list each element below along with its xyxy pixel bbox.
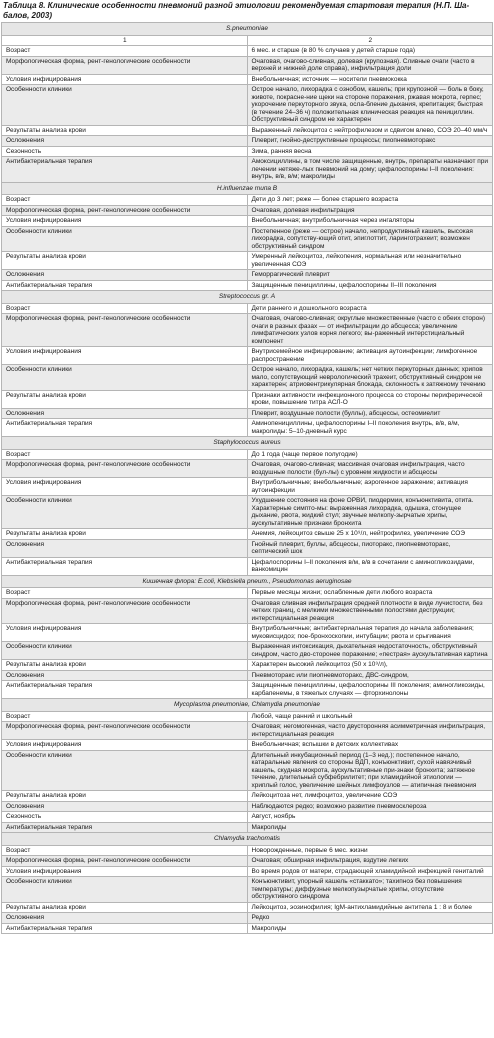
table-row (2, 496, 493, 529)
section-title: Streptococcus gr. A (2, 291, 493, 304)
row-value: Внебольничная; внутрибольничная через ингаляторы (247, 216, 493, 227)
section-header-row (2, 437, 493, 450)
row-label: Возраст (2, 588, 248, 599)
row-value: Август, ноябрь (247, 812, 493, 823)
row-label: Результаты анализа крови (2, 902, 248, 913)
table-row (2, 478, 493, 496)
table-row (2, 557, 493, 575)
table-row (2, 303, 493, 314)
row-value: Очаговая, очагово-сливная; округлые множественные (часто с обеих сторон) очаги в разных фазах — от инфильтрации до абсцесса; увеличение лимфатических узлов корня легкого; вы-раженный интерстициальный компонент (247, 314, 493, 347)
row-value: Цефалоспорины I–II поколения в/м, в/в в сочетании с аминогликозидами, ванкомицин (247, 557, 493, 575)
row-value: Редко (247, 913, 493, 924)
row-value: Очаговая; негомогенная, часто двусторонняя асимметричная инфильтрация, интерстициальная реакция (247, 722, 493, 740)
row-label: Возраст (2, 711, 248, 722)
row-label: Осложнения (2, 136, 248, 147)
row-label: Возраст (2, 303, 248, 314)
table-row (2, 205, 493, 216)
row-label: Морфологическая форма, рент-генологические особенности (2, 460, 248, 478)
row-label: Возраст (2, 449, 248, 460)
row-value: Макролиды (247, 822, 493, 833)
section-header-row (2, 833, 493, 846)
table-row (2, 822, 493, 833)
section-header-row (2, 291, 493, 304)
row-label: Морфологическая форма, рент-генологические особенности (2, 56, 248, 74)
section-title: H.influenzae типа B (2, 182, 493, 195)
table-row (2, 449, 493, 460)
row-value: Острое начало, лихорадка с ознобом, кашель; при крупозной — боль в боку, животе, покрасне-ние щеки на стороне поражения, ржавая мокрота, герпес; укорочение перкуторного звука, осла-бление дыхания, крепитация; быстрая (в течение 24–36 ч) положительная клиническая реакция на пенициллин. Обструктивный синдром не характерен (247, 85, 493, 126)
table-row (2, 280, 493, 291)
table-row (2, 877, 493, 903)
row-value: Наблюдаются редко; возможно развитие пневмосклероза (247, 801, 493, 812)
table-row (2, 529, 493, 540)
row-label: Условия инфицирования (2, 216, 248, 227)
row-label: Особенности клиники (2, 642, 248, 660)
table-row (2, 314, 493, 347)
row-label: Антибактериальная терапия (2, 557, 248, 575)
row-label: Результаты анализа крови (2, 791, 248, 802)
table-row (2, 157, 493, 183)
row-value: Амоксициллины, в том числе защищенные, внутрь, препараты назначают при лечении нетяже-лых пневмоний на дому; цефалоспорины I–II поколения: внутрь, в/в, в/м; макролиды (247, 157, 493, 183)
row-value: Очаговая; обширная инфильтрация, вздутие легких (247, 856, 493, 867)
table-row (2, 408, 493, 419)
row-value: Внебольничная; вспышки в детских коллективах (247, 740, 493, 751)
section-header-row (2, 23, 493, 36)
table-body (2, 23, 493, 934)
column-number-row (2, 35, 493, 46)
table-row (2, 539, 493, 557)
row-label: Антибактериальная терапия (2, 822, 248, 833)
row-label: Особенности клиники (2, 365, 248, 391)
row-label: Условия инфицирования (2, 347, 248, 365)
row-value: Плеврит, воздушные полости (буллы), абсцессы, остеомиелит (247, 408, 493, 419)
table-row (2, 866, 493, 877)
table-row (2, 252, 493, 270)
column-number-1: 1 (2, 35, 248, 46)
table-row (2, 146, 493, 157)
clinical-features-table (1, 22, 493, 934)
row-label: Результаты анализа крови (2, 125, 248, 136)
table-row (2, 46, 493, 57)
row-label: Морфологическая форма, рент-генологические особенности (2, 856, 248, 867)
row-label: Морфологическая форма, рент-генологические особенности (2, 314, 248, 347)
row-value: Плеврит, гнойно-деструктивные процессы; пиопневмоторакс (247, 136, 493, 147)
table-row (2, 136, 493, 147)
row-label: Осложнения (2, 913, 248, 924)
row-label: Осложнения (2, 539, 248, 557)
row-label: Осложнения (2, 670, 248, 681)
section-title: S.pneumoniae (2, 23, 493, 36)
row-label: Антибактериальная терапия (2, 681, 248, 699)
row-value: Анемия, лейкоцитоз свыше 25 х 10⁹/л, нейтрофилез, увеличение СОЭ (247, 529, 493, 540)
row-value: До 1 года (чаще первое полугодие) (247, 449, 493, 460)
table-row (2, 711, 493, 722)
row-label: Результаты анализа крови (2, 252, 248, 270)
row-value: Конъюнктивит, упорный кашель «стаккато»; тахипноэ без повышения температуры; диффузные мелкопузырчатые хрипы, отсутствие обструктивного синдрома (247, 877, 493, 903)
table-row (2, 913, 493, 924)
row-value: Макролиды (247, 923, 493, 934)
row-value: Во время родов от матери, страдающей хламидийной инфекцией гениталий (247, 866, 493, 877)
column-number-2: 2 (247, 35, 493, 46)
row-value: 6 мес. и старше (в 80 % случаев у детей старше года) (247, 46, 493, 57)
row-value: Признаки активности инфекционного процесса со стороны периферической крови, повышение титра АСЛ-О (247, 390, 493, 408)
table-row (2, 460, 493, 478)
table-row (2, 365, 493, 391)
section-title: Staphylococcus aureus (2, 437, 493, 450)
row-label: Особенности клиники (2, 750, 248, 791)
table-row (2, 923, 493, 934)
section-header-row (2, 575, 493, 588)
row-label: Сезонность (2, 146, 248, 157)
row-label: Осложнения (2, 801, 248, 812)
table-row (2, 226, 493, 252)
table-row (2, 812, 493, 823)
table-row (2, 791, 493, 802)
row-value: Гнойный плеврит, буллы, абсцессы, пиоторакс, пиопневмоторакс, септический шок (247, 539, 493, 557)
table-row (2, 347, 493, 365)
row-value: Внутрисемейное инфицирование; активация аутоинфекции; лимфогенное распространение (247, 347, 493, 365)
section-title: Chlamydia trachomatis (2, 833, 493, 846)
row-label: Антибактериальная терапия (2, 923, 248, 934)
row-value: Очаговая, очагово-сливная, долевая (крупозная). Сливные очаги (часто в верхней и нижней доле справа), инфильтрация доли (247, 56, 493, 74)
row-value: Дети раннего и дошкольного возраста (247, 303, 493, 314)
table-row (2, 125, 493, 136)
row-label: Особенности клиники (2, 226, 248, 252)
row-label: Результаты анализа крови (2, 660, 248, 671)
table-row (2, 74, 493, 85)
row-value: Геморрагический плеврит (247, 270, 493, 281)
row-label: Результаты анализа крови (2, 529, 248, 540)
table-row (2, 195, 493, 206)
table-row (2, 419, 493, 437)
table-row (2, 740, 493, 751)
table-row (2, 722, 493, 740)
row-value: Зима, ранняя весна (247, 146, 493, 157)
row-value: Постепенное (реже — острое) начало, непродуктивный кашель, высокая лихорадка, сопутству-ющий отит, эпиглоттит, ларинготрахеит; возможен обструктивный синдром (247, 226, 493, 252)
table-row (2, 902, 493, 913)
section-title: Кишечная флора: E.coli, Klebsiella pneum., Pseudomonas aeruginosae (2, 575, 493, 588)
row-label: Сезонность (2, 812, 248, 823)
row-value: Дети до 3 лет; реже — более старшего возраста (247, 195, 493, 206)
section-header-row (2, 699, 493, 712)
row-label: Условия инфицирования (2, 624, 248, 642)
row-value: Очаговая сливная инфильтрация средней плотности в виде лучистости, без четких границ, с мелкими множественными полостями деструкции; интерстициальная реакция (247, 598, 493, 624)
table-row (2, 56, 493, 74)
row-value: Умеренный лейкоцитоз, лейкопения, нормальная или незначительно увеличенная СОЭ (247, 252, 493, 270)
row-label: Морфологическая форма, рент-генологические особенности (2, 598, 248, 624)
table-caption: Таблица 8. Клинические особенности пневмоний разной этиологии рекомендуемая стартовая терапия (Н.П. Ша-балов, 2003) (3, 1, 470, 20)
row-label: Особенности клиники (2, 877, 248, 903)
table-row (2, 588, 493, 599)
table-row (2, 856, 493, 867)
section-title: Mycoplasma pneumoniae, Chlamydia pneumoniae (2, 699, 493, 712)
row-value: Лейкоцитоз, эозинофилия; IgM-антихламидийные антитела 1 : 8 и более (247, 902, 493, 913)
row-label: Условия инфицирования (2, 866, 248, 877)
row-value: Лейкоцитоза нет, лимфоцитоз, увеличение СОЭ (247, 791, 493, 802)
row-value: Внебольничная; источник — носители пневмококка (247, 74, 493, 85)
row-value: Первые месяцы жизни; ослабленные дети любого возраста (247, 588, 493, 599)
row-label: Возраст (2, 845, 248, 856)
row-value: Новорожденные, первые 6 мес. жизни (247, 845, 493, 856)
row-label: Возраст (2, 46, 248, 57)
row-label: Антибактериальная терапия (2, 280, 248, 291)
row-label: Осложнения (2, 408, 248, 419)
table-row (2, 801, 493, 812)
row-label: Особенности клиники (2, 85, 248, 126)
row-label: Условия инфицирования (2, 74, 248, 85)
table-row (2, 681, 493, 699)
table-row (2, 390, 493, 408)
row-value: Выраженная интоксикация, дыхательная недостаточность, обструктивный синдром, часто дво-сторонее поражение; «пестрая» аускультативная картина (247, 642, 493, 660)
table-row (2, 624, 493, 642)
row-label: Антибактериальная терапия (2, 419, 248, 437)
row-label: Условия инфицирования (2, 740, 248, 751)
table-row (2, 845, 493, 856)
table-row (2, 598, 493, 624)
row-value: Аминопенициллины, цефалоспорины I–II поколения внутрь, в/в, в/м, макролиды: 5–10-дневный курс (247, 419, 493, 437)
row-value: Ухудшение состояния на фоне ОРВИ, пиодермии, конъюнктивита, отита. Характерные симпто-мы: выраженная лихорадка, одышка, стонущее дыхание, рвота, жидкий стул; звучные мелкопу-зырчатые хрипы, аускультативные признаки бронхита (247, 496, 493, 529)
table-row (2, 642, 493, 660)
row-value: Характерен высокий лейкоцитоз (50 х 10⁹/л), (247, 660, 493, 671)
table-row (2, 216, 493, 227)
row-value: Длительный инкубационный период (1–3 нед.); постепенное начало, катаральные явления со стороны ВДП, конъюнктивит, сухой навязчивый кашель, скудная мокрота, аускультативные при-знаки бронхита; затяжное течение, длительный субфебрилитет; при хламидийной этиологии — хриплый голос, увеличение шейных лимфоузлов — атипичная пневмония (247, 750, 493, 791)
row-value: Защищенные пенициллины, цефалоспорины II–III поколения (247, 280, 493, 291)
table-row (2, 660, 493, 671)
row-value: Острое начало, лихорадка, кашель; нет четких перкуторных данных; хрипов мало, сопутствующий неврологический трахеит, обструктивный синдром не характерен; атриовентрикулярная блокада, склонность к затяжному течению (247, 365, 493, 391)
row-value: Внутрибольничные; антибактериальная терапия до начала заболевания; муковисцидоз; пое-бронхоскопии, интубации; рвота и срыгивания (247, 624, 493, 642)
row-value: Очаговая, очагово-сливная; массивная очаговая инфильтрация, часто воздушные полости (бул-лы) с уровнем жидкости и абсцессы (247, 460, 493, 478)
row-label: Осложнения (2, 270, 248, 281)
section-header-row (2, 182, 493, 195)
row-label: Морфологическая форма, рент-генологические особенности (2, 722, 248, 740)
row-label: Морфологическая форма, рент-генологические особенности (2, 205, 248, 216)
row-label: Особенности клиники (2, 496, 248, 529)
table-row (2, 270, 493, 281)
row-label: Условия инфицирования (2, 478, 248, 496)
row-value: Очаговая, долевая инфильтрация (247, 205, 493, 216)
row-value: Выраженный лейкоцитоз с нейтрофилезом и сдвигом влево, СОЭ 20–40 мм/ч (247, 125, 493, 136)
row-value: Любой, чаще ранний и школьный (247, 711, 493, 722)
table-row (2, 750, 493, 791)
row-value: Защищенные пенициллины, цефалоспорины III поколения; аминогликозиды, карбапенемы, в тяжелых случаях — фторхинолоны (247, 681, 493, 699)
row-label: Результаты анализа крови (2, 390, 248, 408)
row-label: Возраст (2, 195, 248, 206)
table-row (2, 670, 493, 681)
row-value: Пневмоторакс или пиопневмоторакс, ДВС-синдром, (247, 670, 493, 681)
table-row (2, 85, 493, 126)
row-label: Антибактериальная терапия (2, 157, 248, 183)
row-value: Внутрибольничные; внебольничные; аэрогенное заражение; активация аутоинфекции (247, 478, 493, 496)
